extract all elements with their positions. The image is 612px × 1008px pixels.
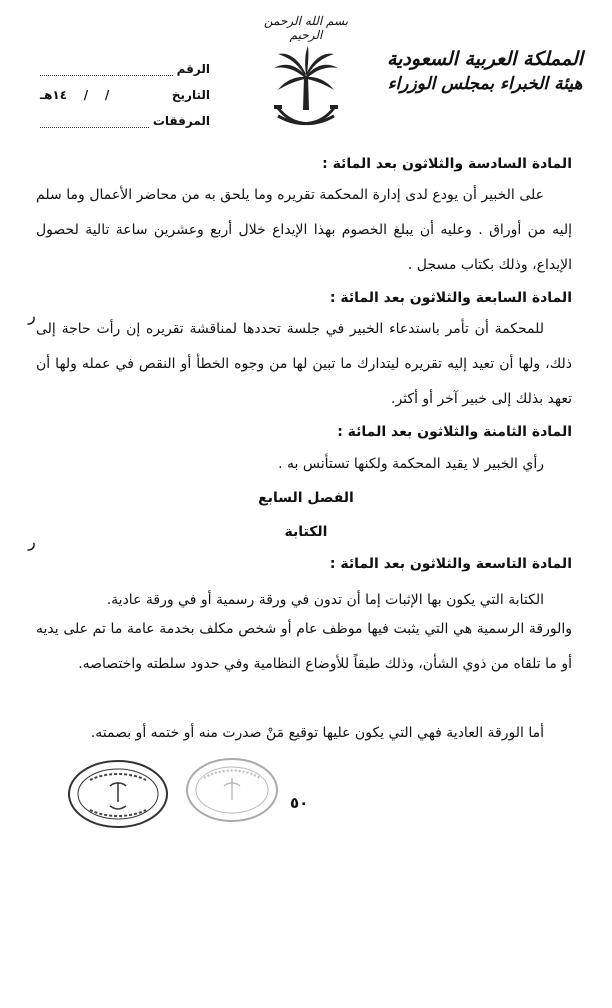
attachments-dotted-line <box>40 115 149 128</box>
basmala: بسم الله الرحمن الرحيم <box>263 14 349 42</box>
chapter-subtitle: الكتابة <box>284 524 328 540</box>
page-number: ٥٠ <box>290 794 309 812</box>
reference-label: الرقم <box>176 62 210 76</box>
article-137-text: للمحكمة أن تأمر باستدعاء الخبير في جلسة تحددها لمناقشة تقريره إن رأت حاجة إلى ذلك، ولها أن تعيد إليه تقريره ليتدارك ما تبين لها من وجوه الخطأ أو النقص في عمله ولها أن تعهد بذلك إلى خبير آخر أو أكثر. <box>36 321 572 407</box>
date-label: التاريخ <box>171 88 210 102</box>
article-138-text: رأي الخبير لا يقيد المحكمة ولكنها تستأنس به . <box>278 456 544 472</box>
org-line-1: المملكة العربية السعودية <box>386 48 584 70</box>
attachments-label: المرفقات <box>152 114 210 128</box>
article-139-paragraph-3: أما الورقة العادية فهي التي يكون عليها توقيع مَنْ صدرت منه أو ختمه أو بصمته. <box>90 725 544 741</box>
date-row <box>40 76 210 102</box>
article-139-heading: المادة التاسعة والثلاثون بعد المائة : <box>329 556 572 572</box>
official-stamp-icon <box>66 758 170 830</box>
margin-mark: ر <box>28 532 36 551</box>
article-136-heading: المادة السادسة والثلاثون بعد المائة : <box>322 156 572 172</box>
attachments-row <box>40 102 210 128</box>
org-line-2: هيئة الخبراء بمجلس الوزراء <box>387 74 583 94</box>
faded-stamp-icon <box>184 756 280 824</box>
article-139-paragraph-1: الكتابة التي يكون بها الإثبات إما أن تدون في ورقة رسمية أو في ورقة عادية. <box>106 592 544 608</box>
article-139-paragraph-2: والورقة الرسمية هي التي يثبت فيها موظف عام أو شخص مكلف بخدمة عامة ما تم على يديه أو ما تلقاه من ذوي الشأن، وذلك طبقاً للأوضاع النظامية وفي حدود سلطته واختصاصه. <box>36 621 572 672</box>
margin-mark: ر <box>28 306 36 325</box>
article-136-text: على الخبير أن يودع لدى إدارة المحكمة تقريره وما يلحق به من محاضر الأعمال وما سلم إليه من أوراق . وعليه أن يبلغ الخصوم بهذا الإيداع خلال أربع وعشرين ساعة تالية لحصول الإيداع، وذلك بكتاب مسجل . <box>36 187 572 273</box>
saudi-emblem-icon <box>268 46 344 134</box>
reference-number-row <box>40 50 210 76</box>
chapter-title: الفصل السابع <box>258 490 354 506</box>
organization-name <box>380 46 590 96</box>
article-138-heading: المادة الثامنة والثلاثون بعد المائة : <box>337 424 572 440</box>
date-value: / / ١٤هـ <box>40 88 110 102</box>
article-137-heading: المادة السابعة والثلاثون بعد المائة : <box>329 290 572 306</box>
reference-block <box>40 50 210 128</box>
reference-dotted-line <box>40 63 173 76</box>
